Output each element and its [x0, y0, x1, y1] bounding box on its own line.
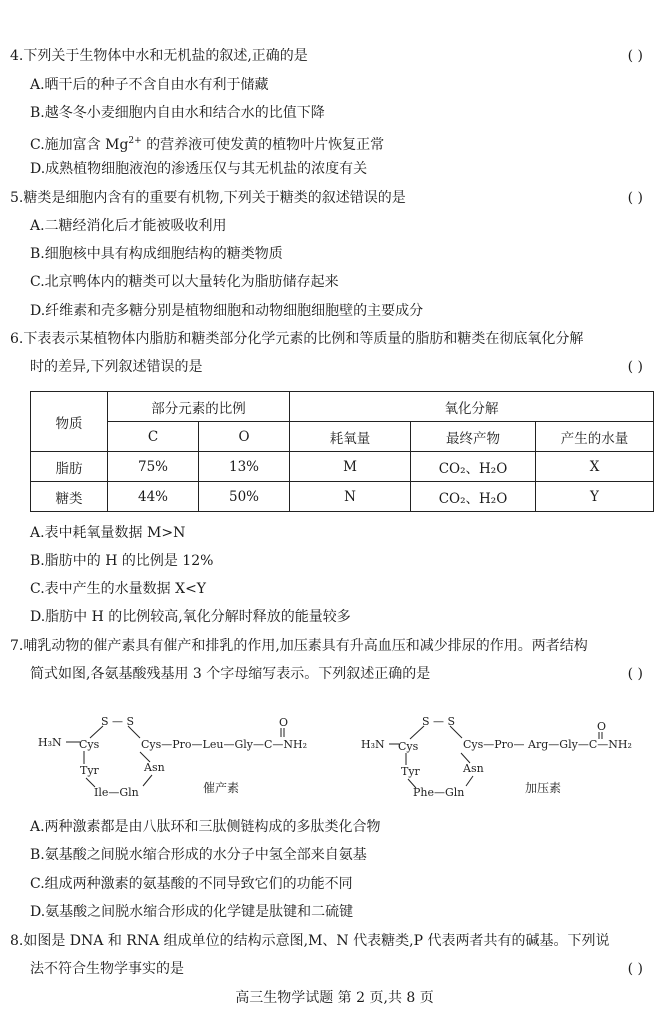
cell-fat-c: 75% [108, 452, 199, 482]
q8-answer-paren: ( ) [627, 961, 643, 977]
cell-fat-water: X [536, 452, 654, 482]
right-tyr: Tyr [401, 765, 420, 778]
q7-option-c: C.组成两种激素的氨基酸的不同导致它们的功能不同 [30, 876, 353, 892]
page-footer: 高三生物学试题 第 2 页,共 8 页 [235, 990, 434, 1006]
q6-option-a: A.表中耗氧量数据 M>N [30, 525, 186, 541]
q6-stem-line2: 时的差异,下列叙述错误的是 [30, 359, 203, 375]
th-water-amount: 产生的水量 [536, 422, 654, 452]
q6-stem-line1: 6.下表表示某植物体内脂肪和糖类部分化学元素的比例和等质量的脂肪和糖类在彻底氧化分解 [10, 331, 584, 347]
th-o: O [199, 422, 290, 452]
q5-stem: 5.糖类是细胞内含有的重要有机物,下列关于糖类的叙述错误的是 [10, 190, 406, 206]
right-carbonyl-o: O [597, 720, 607, 733]
cell-sugar-water: Y [536, 482, 654, 512]
oxytocin-structure [38, 715, 307, 799]
vasopressin-label: 加压素 [525, 781, 562, 795]
cell-sugar-name: 糖类 [31, 482, 108, 512]
q7-stem-line1: 7.哺乳动物的催产素具有催产和排乳的作用,加压素具有升高血压和减少排尿的作用。两者结构 [10, 638, 588, 654]
q8-stem-line2: 法不符合生物学事实的是 [30, 961, 184, 977]
right-phe-gln: Phe—Gln [413, 786, 465, 799]
cell-fat-name: 脂肪 [31, 452, 108, 482]
q7-hormone-structure-figure [0, 708, 669, 804]
left-disulfide: S — S [101, 715, 135, 728]
left-bond-gln-asn [143, 775, 152, 786]
left-h3n: H₃N [38, 736, 62, 749]
th-oxygen-use: 耗氧量 [290, 422, 411, 452]
cell-sugar-c: 44% [108, 482, 199, 512]
q7-answer-paren: ( ) [627, 666, 643, 682]
q6-option-c: C.表中产生的水量数据 X<Y [30, 581, 207, 597]
q4-option-c-post: 的营养液可使发黄的植物叶片恢复正常 [141, 137, 385, 153]
q6-option-d: D.脂肪中 H 的比例较高,氧化分解时释放的能量较多 [30, 609, 351, 625]
table-row-fat [31, 452, 654, 482]
q5-option-b: B.细胞核中具有构成细胞结构的糖类物质 [30, 246, 283, 262]
oxytocin-label: 催产素 [203, 781, 240, 795]
q8-stem-line1: 8.如图是 DNA 和 RNA 组成单位的结构示意图,M、N 代表糖类,P 代表两者共有的碱基。下列说 [10, 933, 610, 949]
cell-sugar-product: CO₂、H₂O [411, 482, 536, 512]
q6-answer-paren: ( ) [627, 359, 643, 375]
q4-answer-paren: ( ) [627, 48, 643, 64]
right-main-chain: Cys—Pro— Arg—Gly—C—NH₂ [463, 738, 632, 751]
cell-fat-oxygen: M [290, 452, 411, 482]
right-asn: Asn [463, 762, 484, 775]
right-bond-gln-asn [466, 776, 473, 786]
th-final-product: 最终产物 [411, 422, 536, 452]
q4-option-d: D.成熟植物细胞液泡的渗透压仅与其无机盐的浓度有关 [30, 161, 368, 177]
cell-sugar-oxygen: N [290, 482, 411, 512]
cell-sugar-o: 50% [199, 482, 290, 512]
left-cys1: Cys [79, 738, 100, 751]
q4-option-c-pre: C.施加富含 Mg [30, 137, 129, 153]
q6-option-b: B.脂肪中的 H 的比例是 12% [30, 553, 214, 569]
q5-option-d: D.纤维素和壳多糖分别是植物细胞和动物细胞细胞壁的主要成分 [30, 303, 424, 319]
q5-option-a: A.二糖经消化后才能被吸收利用 [30, 218, 227, 234]
q4-option-a: A.晒干后的种子不含自由水有利于储藏 [30, 77, 269, 93]
left-carbonyl-o: O [279, 716, 289, 729]
q7-option-d: D.氨基酸之间脱水缩合形成的化学键是肽键和二硫键 [30, 904, 354, 920]
right-bond-s-cys [450, 726, 462, 738]
table-row-sugar [31, 482, 654, 512]
q4-option-b: B.越冬冬小麦细胞内自由水和结合水的比值下降 [30, 105, 325, 121]
th-element-ratio: 部分元素的比例 [108, 392, 290, 422]
cell-fat-o: 13% [199, 452, 290, 482]
th-c: C [108, 422, 199, 452]
q7-stem-line2: 简式如图,各氨基酸残基用 3 个字母缩写表示。下列叙述正确的是 [30, 666, 431, 682]
th-substance: 物质 [31, 392, 108, 452]
right-cys1: Cys [398, 740, 419, 753]
q6-data-table [30, 391, 654, 512]
left-main-chain: Cys—Pro—Leu—Gly—C—NH₂ [141, 738, 308, 751]
left-tyr: Tyr [80, 764, 99, 777]
right-h3n: H₃N [361, 738, 385, 751]
q7-option-b: B.氨基酸之间脱水缩合形成的水分子中氢全部来自氨基 [30, 847, 367, 863]
q5-answer-paren: ( ) [627, 190, 643, 206]
right-disulfide: S — S [422, 715, 456, 728]
q5-option-c: C.北京鸭体内的糖类可以大量转化为脂肪储存起来 [30, 274, 339, 290]
q7-option-a: A.两种激素都是由八肽环和三肽侧链构成的多肽类化合物 [30, 819, 381, 835]
left-ile-gln: Ile—Gln [94, 786, 139, 799]
q4-option-c-sup: 2+ [128, 136, 142, 146]
left-asn: Asn [144, 761, 165, 774]
th-oxidation: 氧化分解 [290, 392, 654, 422]
q4-option-c [30, 132, 384, 154]
cell-fat-product: CO₂、H₂O [411, 452, 536, 482]
vasopressin-structure [361, 715, 632, 799]
q4-stem: 4.下列关于生物体中水和无机盐的叙述,正确的是 [10, 48, 308, 64]
